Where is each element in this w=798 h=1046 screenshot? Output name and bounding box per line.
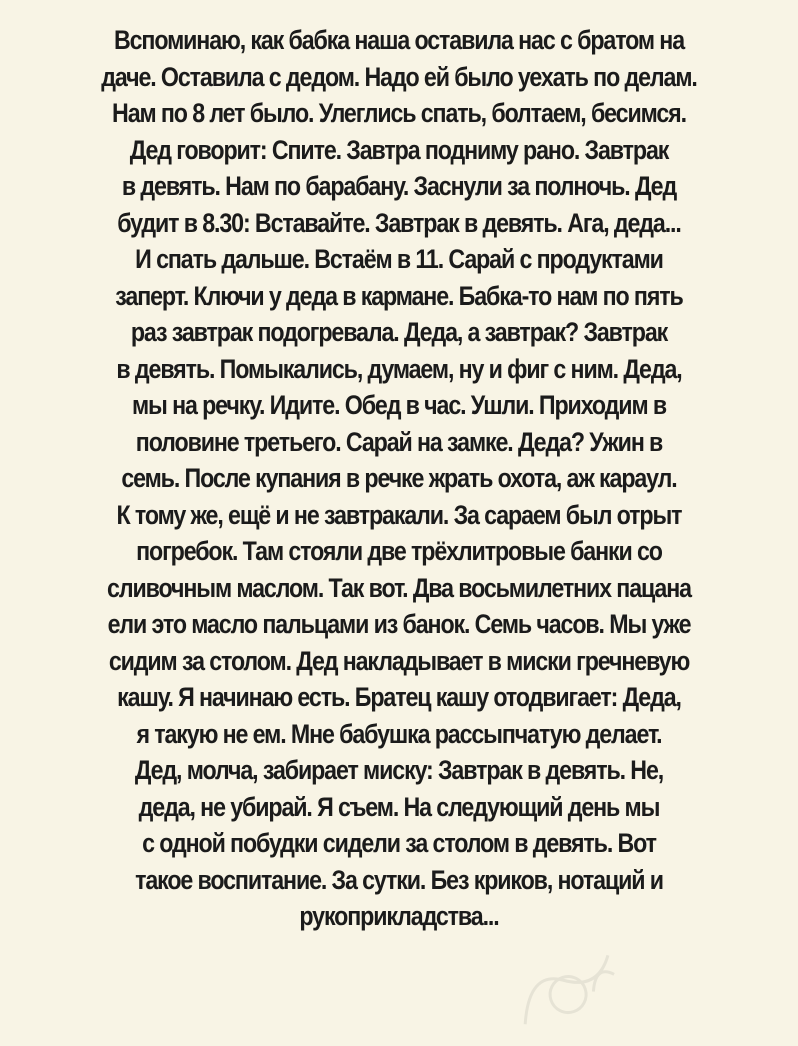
story-line: сливочным маслом. Так вот. Два восьмилетних пацана [107, 572, 691, 603]
story-line: сидим за столом. Дед накладывает в миски гречневую [108, 645, 690, 676]
story-line: мы на речку. Идите. Обед в час. Ушли. Приходим в [131, 390, 667, 420]
story-line: погребок. Там стояли две трёхлитровые банки со [136, 536, 662, 566]
story-line: в девять. Нам по барабану. Заснули за полночь. Дед [121, 171, 677, 201]
story-line: кашу. Я начинаю есть. Братец кашу отодвигает: Деда, [117, 682, 681, 712]
story-line: Дед, молча, забирает миску: Завтрак в девять. Не, [134, 755, 664, 785]
story-line: Вспоминаю, как бабка наша оставила нас с братом на [113, 25, 685, 55]
story-text [28, 22, 770, 935]
story-line: в девять. Помыкались, думаем, ну и фиг с ним. Деда, [116, 353, 682, 384]
story-line: Нам по 8 лет было. Улеглись спать, болтаем, бесимся. [112, 98, 686, 128]
watermark-graphic [494, 924, 636, 1046]
story-line: даче. Оставила с дедом. Надо ей было уехать по делам. [101, 61, 697, 92]
story-line: половине третьего. Сарай на замке. Деда? Ужин в [135, 426, 663, 457]
story-line: ели это масло пальцами из банок. Семь часов. Мы уже [107, 609, 691, 639]
story-line: деда, не убирай. Я съем. На следующий день мы [138, 791, 660, 822]
story-line: К тому же, ещё и не завтракали. За сараем был отрыт [116, 499, 682, 530]
story-line: заперт. Ключи у деда в кармане. Бабка-то нам по пять [115, 280, 683, 311]
story-line: И спать дальше. Встаём в 11. Сарай с продуктами [135, 244, 663, 274]
story-line: такое воспитание. За сутки. Без криков, нотаций и [135, 864, 663, 895]
story-line: будит в 8.30: Вставайте. Завтрак в девять. Ага, деда... [117, 207, 681, 238]
story-line: семь. После купания в речке жрать охота, аж караул. [121, 463, 677, 493]
story-line: Дед говорит: Спите. Завтра подниму рано. Завтрак [129, 134, 669, 165]
story-line: рукоприкладства... [299, 901, 499, 931]
story-line: с одной побудки сидели за столом в девять. Вот [142, 828, 656, 858]
story-line: раз завтрак подогревала. Деда, а завтрак? Завтрак [130, 317, 668, 347]
story-line: я такую не ем. Мне бабушка рассыпчатую делает. [136, 718, 662, 749]
